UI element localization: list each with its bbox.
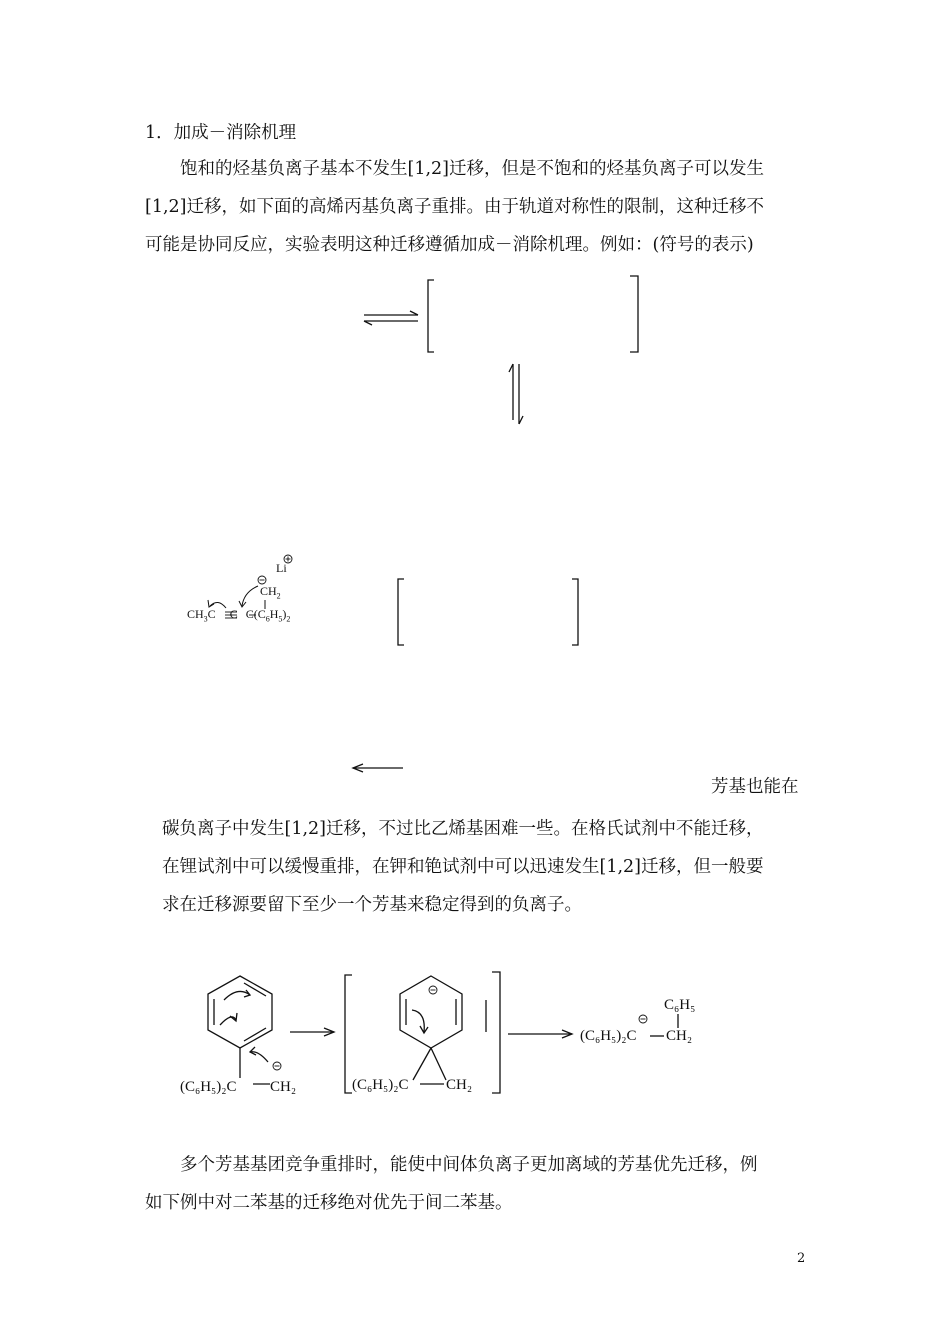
paragraph-2-line-1: 碳负离子中发生[1,2]迁移，不过比乙烯基困难一些。在格氏试剂中不能迁移， bbox=[162, 819, 764, 839]
reaction-arrow-1 bbox=[290, 1028, 334, 1036]
paragraph-3-line-1: 多个芳基基团竞争重排时，能使中间体负离子更加离域的芳基优先迁移，例 bbox=[180, 1155, 758, 1175]
paragraph-2-line-0: 芳基也能在 bbox=[711, 777, 799, 797]
lithium-label: Li bbox=[276, 561, 287, 575]
product-label: (C₆H₅)₂C bbox=[580, 1028, 637, 1044]
paragraph-2-line-2: 在锂试剂中可以缓慢重排，在钾和铯试剂中可以迅速发生[1,2]迁移，但一般要 bbox=[162, 857, 764, 877]
left-ch2-label: CH₂ bbox=[270, 1079, 297, 1095]
paragraph-1-line-3: 可能是协同反应，实验表明这种迁移遵循加成－消除机理。例如：(符号的表示) bbox=[145, 235, 754, 255]
benzene-ring-left bbox=[208, 976, 281, 1084]
paragraph-1-line-2: [1,2]迁移，如下面的高烯丙基负离子重排。由于轨道对称性的限制，这种迁移不 bbox=[145, 197, 764, 217]
paragraph-1-line-1: 饱和的烃基负离子基本不发生[1,2]迁移，但是不饱和的烃基负离子可以发生 bbox=[180, 159, 764, 179]
alkyne-formula: $CH_3C$ C $C(C_6H_5)_2$ bbox=[187, 607, 291, 624]
mid-intermediate-label: (C₆H₅)₂C bbox=[352, 1077, 409, 1093]
mid-ch2-label: CH₂ bbox=[446, 1077, 473, 1093]
ch2-label: $CH_2$ bbox=[260, 584, 281, 601]
product-ch2-label: CH₂ bbox=[666, 1028, 693, 1044]
page-number: 2 bbox=[797, 1251, 806, 1266]
paragraph-2-line-3: 求在迁移源要留下至少一个芳基来稳定得到的负离子。 bbox=[162, 895, 582, 915]
section-heading: 1．加成－消除机理 bbox=[145, 123, 297, 143]
reaction-arrow-2 bbox=[508, 1030, 572, 1038]
paragraph-3-line-2: 如下例中对二苯基的迁移绝对优先于间二苯基。 bbox=[145, 1193, 513, 1213]
product-substituent-label: C₆H₅ bbox=[664, 997, 696, 1013]
spiro-intermediate-ring bbox=[400, 976, 462, 1084]
left-substrate-label: (C₆H₅)₂C bbox=[180, 1079, 237, 1095]
